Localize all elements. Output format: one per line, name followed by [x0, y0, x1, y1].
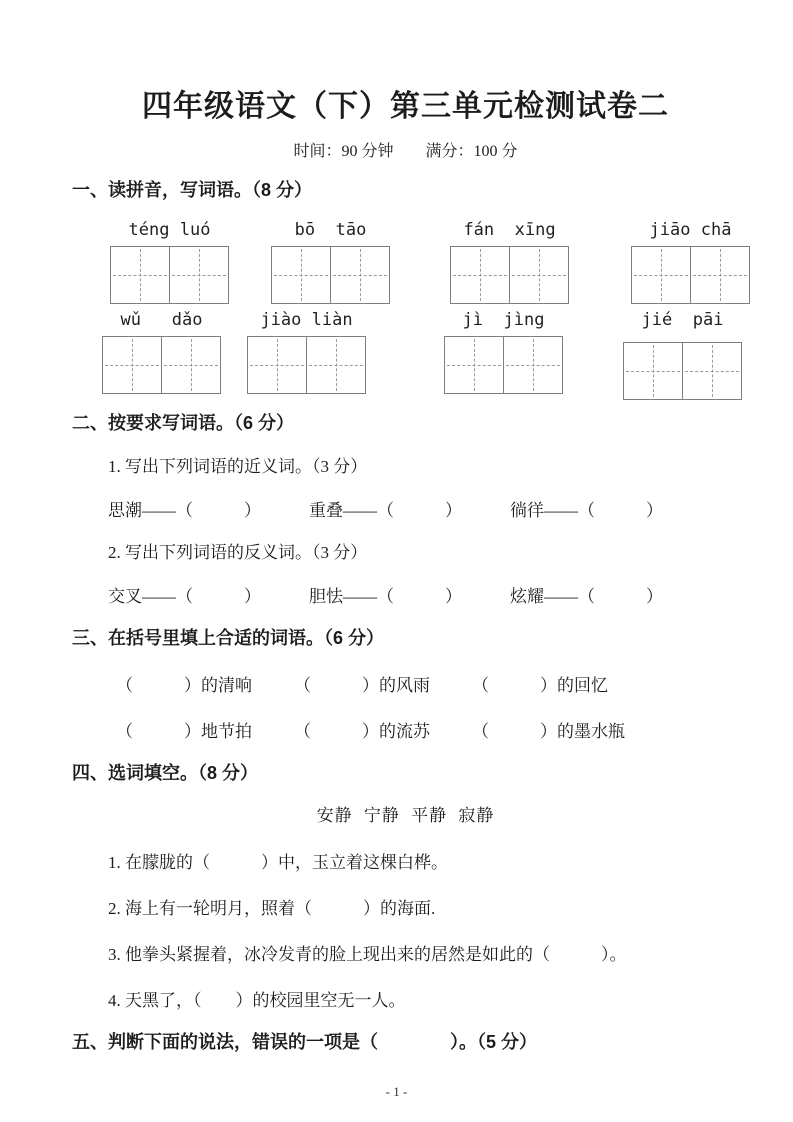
time-score-meta: 时间：90 分钟 满分：100 分: [293, 142, 518, 160]
synonym-blank: 徜徉——（ ）: [510, 501, 663, 521]
sentence-item-4: 4. 天黑了，（ ）的校园里空无一人。: [108, 991, 406, 1011]
pinyin-group: [444, 310, 563, 400]
writing-grid: [450, 246, 569, 304]
pinyin-label: jié pāi: [641, 309, 724, 330]
writing-cell: [161, 337, 220, 393]
writing-grid: [102, 336, 221, 394]
fill-words-row-1: [116, 671, 739, 696]
writing-cell: [682, 343, 741, 399]
writing-cell: [509, 247, 568, 303]
sentence-item-1: 1. 在朦胧的（ ）中，玉立着这棵白桦。: [108, 853, 448, 873]
writing-cell: [624, 343, 682, 399]
pinyin-group: [631, 220, 750, 304]
sentence-item-2: 2. 海上有一轮明月，照着（ ）的海面.: [108, 899, 436, 919]
pinyin-group: [450, 220, 569, 304]
antonym-blank: 交叉——（ ）: [108, 587, 261, 607]
fill-word-blank: （ ）地节拍: [116, 722, 252, 742]
section2-subitem-2: 2. 写出下列词语的反义词。（3 分）: [108, 543, 368, 563]
antonym-row: [108, 582, 739, 607]
writing-cell: [103, 337, 161, 393]
writing-cell: [632, 247, 690, 303]
writing-cell: [690, 247, 749, 303]
section2-subitem-1: 1. 写出下列词语的近义词。（3 分）: [108, 457, 368, 477]
writing-cell: [248, 337, 306, 393]
fill-word-blank: （ ）的清响: [116, 676, 252, 696]
pinyin-label: jiào liàn: [260, 309, 353, 330]
synonym-blank: 重叠——（ ）: [309, 501, 462, 521]
pinyin-group: [271, 220, 390, 304]
fill-word-blank: （ ）的流苏: [294, 722, 430, 742]
section3-heading: 三、在括号里填上合适的词语。（6 分）: [72, 628, 385, 649]
fill-word-blank: （ ）的回忆: [472, 676, 608, 696]
paper-title: 四年级语文（下）第三单元检测试卷二: [142, 90, 669, 123]
writing-grid: [631, 246, 750, 304]
writing-cell: [445, 337, 503, 393]
pinyin-label: jiāo chā: [649, 219, 732, 240]
pinyin-group: [623, 310, 742, 400]
writing-cell: [451, 247, 509, 303]
writing-grid: [271, 246, 390, 304]
fill-words-row-2: [116, 717, 739, 742]
section4-heading: 四、选词填空。（8 分）: [72, 763, 259, 784]
fill-word-blank: （ ）的风雨: [294, 676, 430, 696]
writing-cell: [111, 247, 169, 303]
section2-heading: 二、按要求写词语。（6 分）: [72, 413, 295, 434]
pinyin-label: wǔ dǎo: [120, 309, 203, 330]
writing-cell: [306, 337, 365, 393]
antonym-blank: 胆怯——（ ）: [309, 587, 462, 607]
pinyin-label: fán xīng: [463, 219, 556, 240]
writing-grid: [110, 246, 229, 304]
pinyin-grid-row-1: [72, 220, 739, 304]
word-bank: 安静 宁静 平静 寂静: [316, 806, 495, 826]
pinyin-label: téng luó: [128, 219, 211, 240]
writing-cell: [330, 247, 389, 303]
section1-heading: 一、读拼音，写词语。（8 分）: [72, 179, 313, 200]
page-number: - 1 -: [385, 1084, 408, 1099]
writing-cell: [169, 247, 228, 303]
antonym-blank: 炫耀——（ ）: [510, 587, 663, 607]
pinyin-group: [102, 310, 221, 400]
writing-cell: [503, 337, 562, 393]
writing-grid: [247, 336, 366, 394]
pinyin-group: [247, 310, 366, 400]
pinyin-label: bō tāo: [294, 219, 367, 240]
fill-word-blank: （ ）的墨水瓶: [472, 722, 625, 742]
pinyin-grid-row-2: [72, 310, 739, 400]
synonym-blank: 思潮——（ ）: [108, 501, 261, 521]
writing-cell: [272, 247, 330, 303]
synonym-row: [108, 496, 739, 521]
writing-grid: [623, 342, 742, 400]
pinyin-group: [110, 220, 229, 304]
writing-grid: [444, 336, 563, 394]
section5-heading: 五、判断下面的说法，错误的一项是（ ）。（5 分）: [72, 1032, 538, 1053]
sentence-item-3: 3. 他拳头紧握着，冰冷发青的脸上现出来的居然是如此的（ ）。: [108, 945, 627, 965]
pinyin-label: jì jìng: [462, 309, 545, 330]
